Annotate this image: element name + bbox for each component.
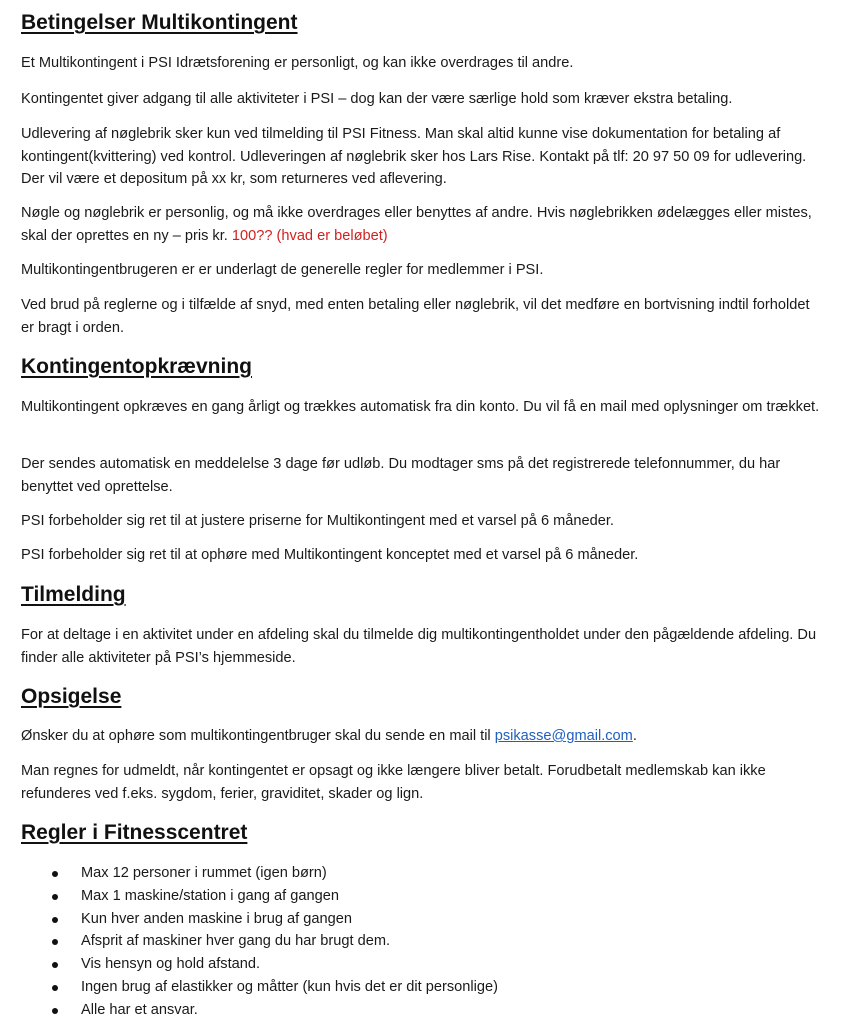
email-link[interactable]: psikasse@gmail.com [494,728,633,744]
heading-betingelser: Betingelser Multikontingent [21,11,298,34]
list-item: Ingen brug af elastikker og måtter (kun hvis det er dit personlige) [21,976,826,999]
paragraph-brud: Ved brud på reglerne og i tilfælde af snyd, med enten betaling eller nøglebrik, vil det medføre en bortvisning indtil forholdet er bragt i orden. [21,297,810,336]
list-item: Max 12 personer i rummet (igen børn) [21,862,826,885]
paragraph-ophoer: PSI forbeholder sig ret til at ophøre med Multikontingent konceptet med et varsel på 6 måneder. [21,547,639,563]
paragraph-mail-text: Ønsker du at ophøre som multikontingentbruger skal du sende en mail til [21,728,495,744]
heading-opsigelse: Opsigelse [21,685,122,708]
paragraph-adgang: Kontingentet giver adgang til alle aktiviteter i PSI – dog kan der være særlige hold som kræver ekstra betaling. [21,91,733,107]
list-item: Afsprit af maskiner hver gang du har brugt dem. [21,930,826,953]
paragraph-mail [21,725,826,748]
paragraph-udlevering: Udlevering af nøglebrik sker kun ved tilmelding til PSI Fitness. Man skal altid kunne vise dokumentation for betaling af kontingent(kvittering) ved kontrol. Udleveringen af nøglebrik sker hos Lars Rise. Kontakt på tlf: 20 97 50 09 for udlevering. Der vil være et depositum på xx kr, som returneres ved aflevering. [21,126,807,187]
list-item: Vis hensyn og hold afstand. [21,953,826,976]
paragraph-tilmelding: For at deltage i en aktivitet under en afdeling skal du tilmelde dig multikontingentholdet under den pågældende afdeling. Du finder alle aktiviteter på PSI’s hjemmeside. [21,627,817,666]
paragraph-priser: PSI forbeholder sig ret til at justere priserne for Multikontingent med et varsel på 6 måneder. [21,513,614,529]
paragraph-mail-after: . [632,728,637,744]
paragraph-udmeldt: Man regnes for udmeldt, når kontingentet er opsagt og ikke længere bliver betalt. Forudbetalt medlemskab kan ikke refunderes ved f.eks. sygdom, ferier, graviditet, skader og lign. [21,763,766,802]
fitness-rules-list [21,862,826,1022]
list-item: Kun hver anden maskine i brug af gangen [21,908,826,931]
price-note: 100?? (hvad er beløbet) [231,227,388,244]
list-item: Max 1 maskine/station i gang af gangen [21,885,826,908]
paragraph-opkraeves: Multikontingent opkræves en gang årligt og trækkes automatisk fra din konto. Du vil få en mail med oplysninger om trækket. [21,399,820,415]
paragraph-meddelelse: Der sendes automatisk en meddelelse 3 dage før udløb. Du modtager sms på det registrerede telefonnummer, du har benyttet ved oprettelse. [21,456,781,495]
list-item: Alle har et ansvar. [21,999,826,1022]
heading-kontingentopkraevning: Kontingentopkrævning [21,355,252,378]
paragraph-regler: Multikontingentbrugeren er er underlagt de generelle regler for medlemmer i PSI. [21,262,544,278]
paragraph-noeglebrik-text: Nøgle og nøglebrik er personlig, og må ikke overdrages eller benyttes af andre. Hvis nøglebrikken ødelægges eller mistes, skal der oprettes en ny – pris kr. [21,205,812,244]
paragraph-personligt: Et Multikontingent i PSI Idrætsforening er personligt, og kan ikke overdrages til andre. [21,55,574,71]
heading-tilmelding: Tilmelding [21,583,126,606]
heading-regler-fitness: Regler i Fitnesscentret [21,821,248,844]
paragraph-noeglebrik [21,202,826,247]
